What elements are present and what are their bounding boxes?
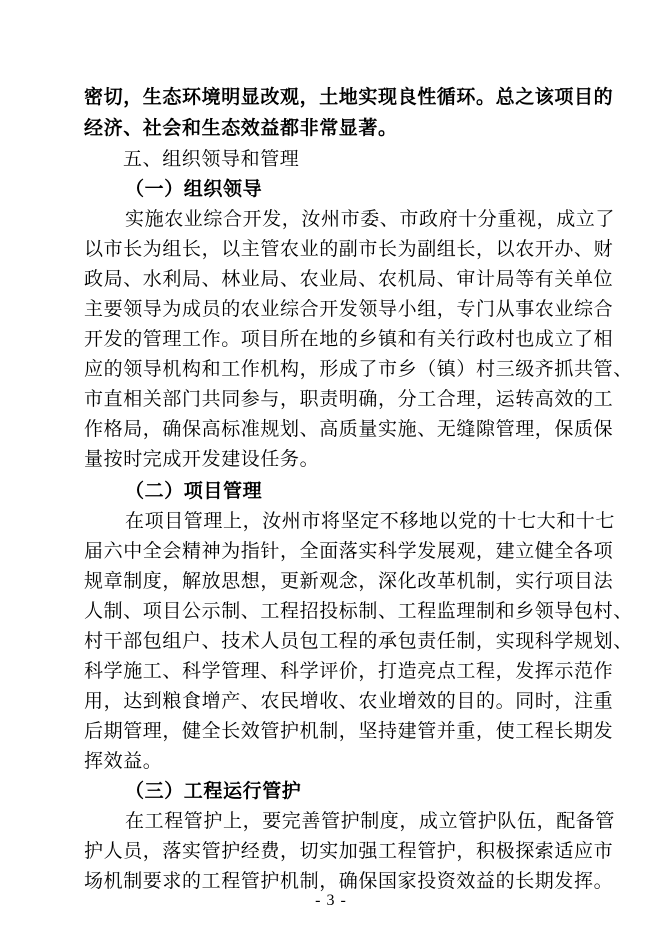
subsection-heading-3: （三）工程运行管护: [125, 780, 302, 802]
intro-line-2: 经济、社会和生态效益都非常显著。: [84, 117, 398, 139]
paragraph-line: 作格局，确保高标准规划、高质量实施、无缝隙管理，保质保: [84, 418, 614, 440]
paragraph-line: 人制、项目公示制、工程招投标制、工程监理制和乡领导包村、: [84, 600, 633, 622]
intro-line-1: 密切，生态环境明显改观，土地实现良性循环。总之该项目的: [84, 86, 614, 108]
paragraph-line: 量按时完成开发建设任务。: [84, 448, 320, 470]
paragraph-line: 实施农业综合开发，汝州市委、市政府十分重视，成立了: [125, 208, 616, 230]
paragraph-line: 政局、水利局、林业局、农业局、农机局、审计局等有关单位: [84, 268, 614, 290]
page-number: - 3 -: [315, 892, 347, 909]
subsection-heading-1: （一）组织领导: [125, 178, 263, 200]
paragraph-line: 挥效益。: [84, 750, 163, 772]
paragraph-line: 后期管理，健全长效管护机制，坚持建管并重，使工程长期发: [84, 720, 614, 742]
paragraph-line: 以市长为组长，以主管农业的副市长为副组长，以农开办、财: [84, 238, 614, 260]
subsection-heading-2: （二）项目管理: [125, 480, 263, 502]
paragraph-line: 规章制度，解放思想，更新观念，深化改革机制，实行项目法: [84, 570, 614, 592]
paragraph-line: 市直相关部门共同参与，职责明确，分工合理，运转高效的工: [84, 388, 614, 410]
paragraph-line: 科学施工、科学管理、科学评价，打造亮点工程，发挥示范作: [84, 660, 614, 682]
paragraph-line: 开发的管理工作。项目所在地的乡镇和有关行政村也成立了相: [84, 328, 614, 350]
paragraph-line: 村干部包组户、技术人员包工程的承包责任制，实现科学规划、: [84, 630, 633, 652]
paragraph-line: 在工程管护上，要完善管护制度，成立管护队伍，配备管: [125, 810, 616, 832]
paragraph-line: 场机制要求的工程管护机制，确保国家投资效益的长期发挥。: [84, 870, 614, 892]
paragraph-line: 护人员，落实管护经费，切实加强工程管护，积极探索适应市: [84, 840, 614, 862]
paragraph-line: 在项目管理上，汝州市将坚定不移地以党的十七大和十七: [125, 510, 616, 532]
paragraph-line: 届六中全会精神为指针，全面落实科学发展观，建立健全各项: [84, 540, 614, 562]
paragraph-line: 用，达到粮食增产、农民增收、农业增效的目的。同时，注重: [84, 690, 614, 712]
section-heading: 五、组织领导和管理: [123, 148, 300, 170]
paragraph-line: 应的领导机构和工作机构，形成了市乡（镇）村三级齐抓共管、: [84, 358, 633, 380]
paragraph-line: 主要领导为成员的农业综合开发领导小组，专门从事农业综合: [84, 298, 614, 320]
